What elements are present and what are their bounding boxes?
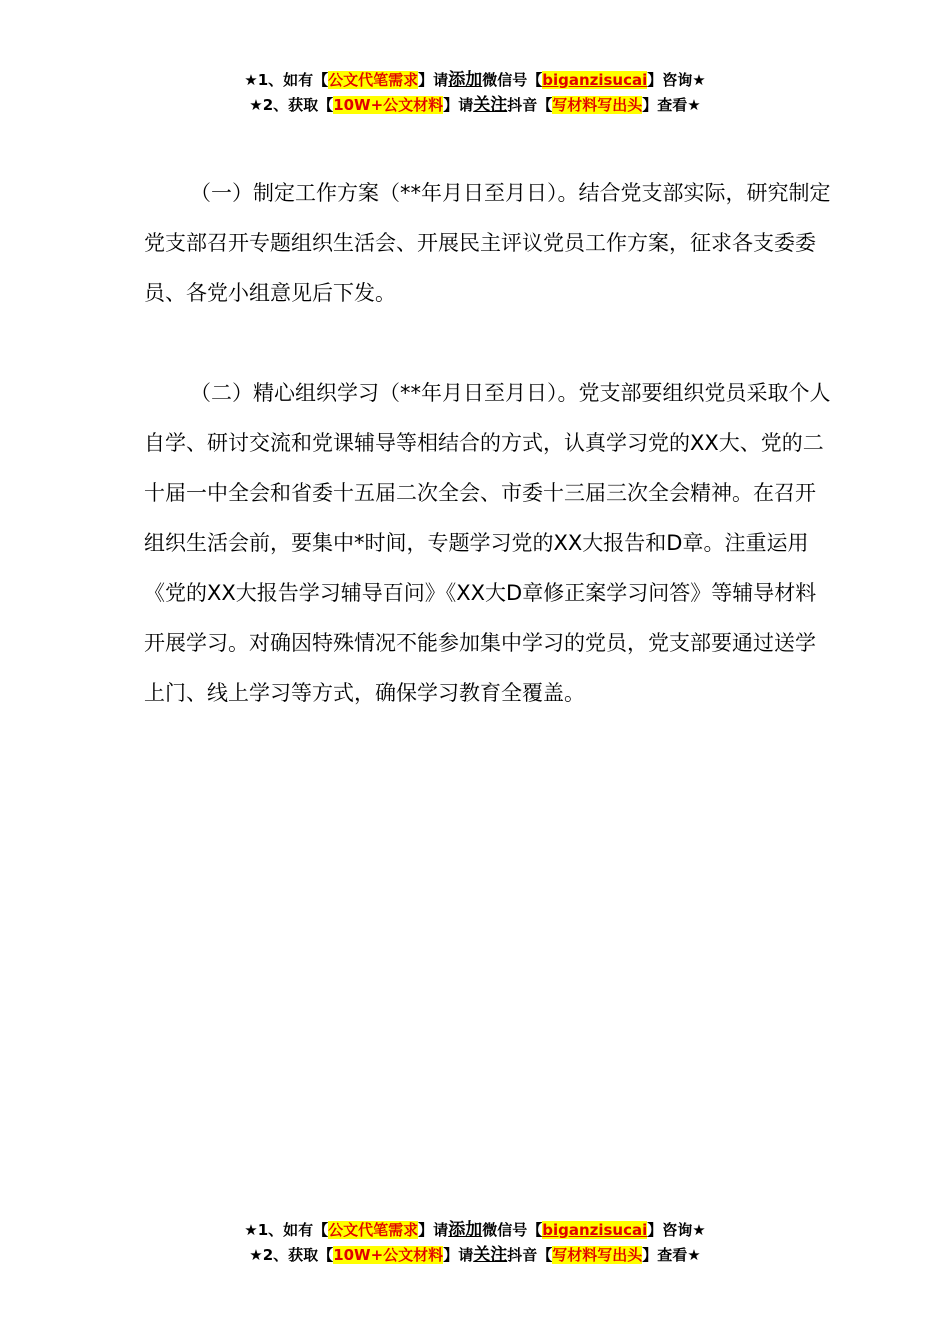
banner-highlight: 写材料写出头: [552, 96, 643, 114]
banner-highlight: 公文代笔需求: [328, 1221, 419, 1239]
wechat-id-link[interactable]: biganzisucai: [542, 1221, 648, 1239]
document-body: [144, 168, 834, 718]
banner-highlight: 10W+公文材料: [333, 96, 444, 114]
banner-line-1: ★1、如有【公文代笔需求】请添加微信号【biganzisucai】咨询★: [244, 70, 706, 90]
wechat-id-link[interactable]: biganzisucai: [542, 71, 648, 89]
header-banner: [0, 68, 950, 118]
paragraph-1: （一）制定工作方案（**年月日至月日）。结合党支部实际，研究制定党支部召开专题组织生活会、开展民主评议党员工作方案，征求各支委委员、各党小组意见后下发。: [144, 181, 831, 305]
banner-line-1: ★1、如有【公文代笔需求】请添加微信号【biganzisucai】咨询★: [244, 1220, 706, 1240]
footer-banner: [0, 1218, 950, 1268]
paragraph-2: （二）精心组织学习（**年月日至月日）。党支部要组织党员采取个人自学、研讨交流和党课辅导等相结合的方式，认真学习党的XX大、党的二十届一中全会和省委十五届二次全会、市委十三届三次全会精神。在召开组织生活会前，要集中*时间，专题学习党的XX大报告和D章。注重运用《党的XX大报告学习辅导百问》《XX大D章修正案学习问答》等辅导材料开展学习。对确因特殊情况不能参加集中学习的党员，党支部要通过送学上门、线上学习等方式，确保学习教育全覆盖。: [144, 381, 831, 705]
banner-line-2: ★2、获取【10W+公文材料】请关注抖音【写材料写出头】查看★: [249, 1245, 701, 1265]
banner-highlight: 公文代笔需求: [328, 71, 419, 89]
banner-highlight: 写材料写出头: [552, 1246, 643, 1264]
banner-line-2: ★2、获取【10W+公文材料】请关注抖音【写材料写出头】查看★: [249, 95, 701, 115]
banner-highlight: 10W+公文材料: [333, 1246, 444, 1264]
